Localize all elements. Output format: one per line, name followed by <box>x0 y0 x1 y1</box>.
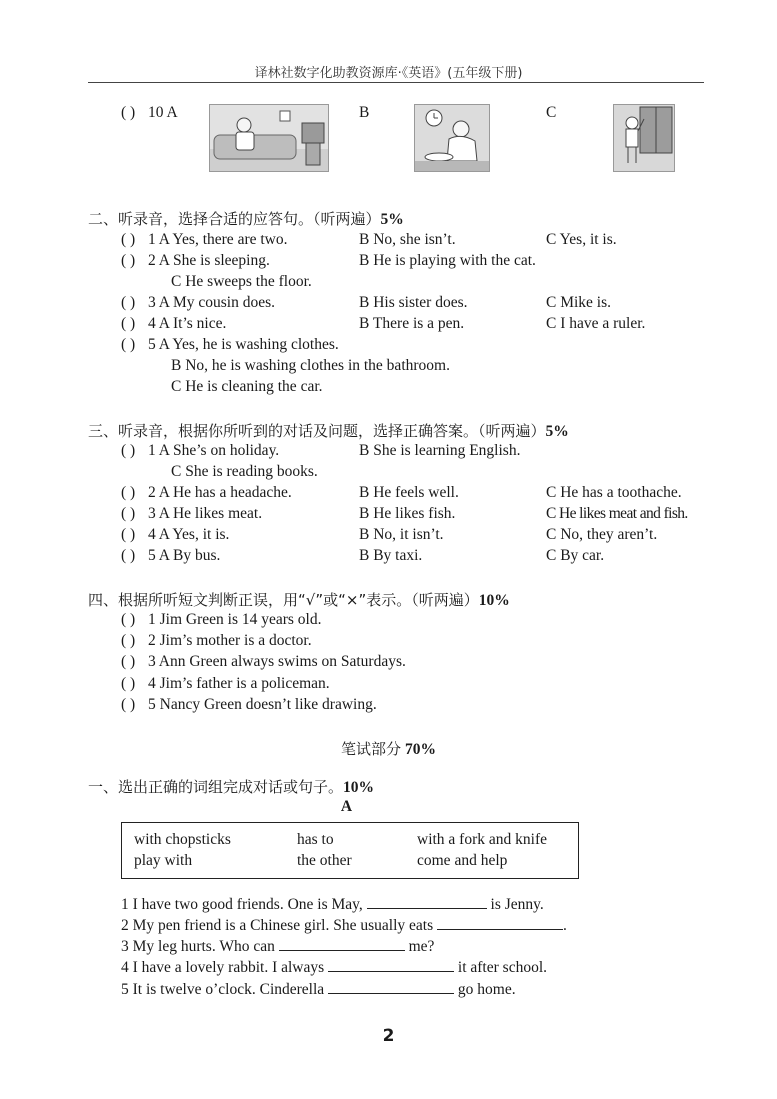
s3-q3-option-b: B He likes fish. <box>359 505 456 522</box>
s3-q1-option-a: 1 A She’s on holiday. <box>148 442 280 459</box>
fill-sentence-2 <box>121 915 567 935</box>
fill-sentence-text: 5 It is twelve o’clock. Cinderella <box>121 981 325 998</box>
fill-sentence-text: it after school. <box>457 959 548 976</box>
section-2-title-text: 二、听录音，选择合适的应答句。（听两遍） <box>88 210 381 228</box>
fill-sentence-text: 2 My pen friend is a Chinese girl. She usually eats <box>121 917 434 934</box>
s4-q5-paren: ( ) <box>121 696 136 713</box>
word-bank-item: the other <box>297 852 352 869</box>
s2-q5-option-c: C He is cleaning the car. <box>171 378 323 395</box>
picture-girl-watching-tv <box>209 104 329 172</box>
section-2-score: 5% <box>380 211 404 228</box>
s2-q1-paren: ( ) <box>121 231 136 248</box>
s2-q1-option-a: 1 A Yes, there are two. <box>148 231 288 248</box>
fill-sentence-text: is Jenny. <box>490 896 544 913</box>
header-divider <box>88 82 704 83</box>
section-3-score: 5% <box>545 423 569 440</box>
s4-q1-paren: ( ) <box>121 611 136 628</box>
s4-q2-paren: ( ) <box>121 632 136 649</box>
section-2-title <box>88 208 404 229</box>
fill-sentence-text: 4 I have a lovely rabbit. I always <box>121 959 325 976</box>
s2-q2-option-a: 2 A She is sleeping. <box>148 252 270 269</box>
section-3-title <box>88 420 569 441</box>
s4-q4-statement: 4 Jim’s father is a policeman. <box>148 675 330 692</box>
s2-q4-option-a: 4 A It’s nice. <box>148 315 227 332</box>
s4-q3-paren: ( ) <box>121 653 136 670</box>
fill-sentence-text: me? <box>408 938 435 955</box>
s4-q3-statement: 3 Ann Green always swims on Saturdays. <box>148 653 406 670</box>
fill-sentence-text: 1 I have two good friends. One is May, <box>121 896 363 913</box>
written-part-title <box>0 738 777 759</box>
s3-q1-option-c: C She is reading books. <box>171 463 318 480</box>
written-section-1-score: 10% <box>343 779 375 796</box>
fill-sentence-text: go home. <box>457 981 516 998</box>
picture-girl-eating <box>414 104 490 172</box>
fill-sentence-4 <box>121 957 547 977</box>
s3-q4-option-b: B No, it isn’t. <box>359 526 444 543</box>
s3-q2-option-a: 2 A He has a headache. <box>148 484 292 501</box>
fill-sentence-5 <box>121 979 516 999</box>
s2-q5-paren: ( ) <box>121 336 136 353</box>
s2-q4-option-b: B There is a pen. <box>359 315 465 332</box>
s2-q3-option-a: 3 A My cousin does. <box>148 294 276 311</box>
s3-q4-option-c: C No, they aren’t. <box>546 526 658 543</box>
q10-option-a-label: 10 A <box>148 104 178 121</box>
written-section-1-title <box>88 776 374 797</box>
part-a-label: A <box>340 798 353 815</box>
written-part-title-text: 笔试部分 <box>341 740 402 758</box>
s3-q2-option-c: C He has a toothache. <box>546 484 682 501</box>
s2-q1-option-b: B No, she isn’t. <box>359 231 456 248</box>
written-section-1-title-text: 一、选出正确的词组完成对话或句子。 <box>88 778 344 796</box>
s2-q5-option-a: 5 A Yes, he is washing clothes. <box>148 336 339 353</box>
fill-sentence-3 <box>121 936 434 956</box>
answer-blank[interactable] <box>328 979 454 994</box>
section-4-score: 10% <box>478 592 510 609</box>
s2-q3-option-b: B His sister does. <box>359 294 468 311</box>
s3-q2-option-b: B He feels well. <box>359 484 459 501</box>
s3-q2-paren: ( ) <box>121 484 136 501</box>
q10-option-b-label: B <box>359 104 370 121</box>
s2-q3-paren: ( ) <box>121 294 136 311</box>
fill-sentence-1 <box>121 894 544 914</box>
word-bank-item: play with <box>134 852 193 869</box>
word-bank-item: with chopsticks <box>134 831 231 848</box>
s3-q5-option-a: 5 A By bus. <box>148 547 221 564</box>
s2-q4-option-c: C I have a ruler. <box>546 315 646 332</box>
s3-q5-paren: ( ) <box>121 547 136 564</box>
s3-q5-option-c: C By car. <box>546 547 605 564</box>
answer-blank[interactable] <box>437 915 563 930</box>
fill-sentence-text: . <box>562 917 567 934</box>
s4-q2-statement: 2 Jim’s mother is a doctor. <box>148 632 312 649</box>
s3-q1-paren: ( ) <box>121 442 136 459</box>
page-number: 2 <box>382 1026 395 1046</box>
section-4-title <box>88 589 510 610</box>
s4-q4-paren: ( ) <box>121 675 136 692</box>
s2-q5-option-b: B No, he is washing clothes in the bathroom. <box>171 357 450 374</box>
section-4-title-text: 四、根据所听短文判断正误，用“√”或“×”表示。（听两遍） <box>88 591 479 609</box>
s2-q4-paren: ( ) <box>121 315 136 332</box>
word-bank-item: come and help <box>417 852 508 869</box>
page-header: 译林社数字化助教资源库·《英语》(五年级下册) <box>254 66 523 81</box>
s3-q3-option-c: C He likes meat and fish. <box>546 505 688 522</box>
s2-q2-paren: ( ) <box>121 252 136 269</box>
word-bank-item: with a fork and knife <box>417 831 547 848</box>
q10-option-c-label: C <box>546 104 557 121</box>
answer-blank[interactable] <box>328 957 454 972</box>
answer-blank[interactable] <box>279 936 405 951</box>
s3-q5-option-b: B By taxi. <box>359 547 423 564</box>
answer-blank[interactable] <box>367 894 487 909</box>
s4-q1-statement: 1 Jim Green is 14 years old. <box>148 611 322 628</box>
s2-q3-option-c: C Mike is. <box>546 294 612 311</box>
s3-q4-paren: ( ) <box>121 526 136 543</box>
picture-girl-at-window <box>613 104 675 172</box>
q10-paren: ( ) <box>121 104 136 121</box>
s2-q2-option-b: B He is playing with the cat. <box>359 252 536 269</box>
word-bank-item: has to <box>297 831 334 848</box>
s3-q4-option-a: 4 A Yes, it is. <box>148 526 230 543</box>
s2-q2-option-c: C He sweeps the floor. <box>171 273 312 290</box>
fill-sentence-text: 3 My leg hurts. Who can <box>121 938 275 955</box>
section-3-title-text: 三、听录音，根据你所听到的对话及问题，选择正确答案。（听两遍） <box>88 422 546 440</box>
s3-q3-option-a: 3 A He likes meat. <box>148 505 263 522</box>
s3-q1-option-b: B She is learning English. <box>359 442 521 459</box>
s3-q3-paren: ( ) <box>121 505 136 522</box>
s4-q5-statement: 5 Nancy Green doesn’t like drawing. <box>148 696 377 713</box>
s2-q1-option-c: C Yes, it is. <box>546 231 617 248</box>
written-part-score: 70% <box>404 741 436 758</box>
